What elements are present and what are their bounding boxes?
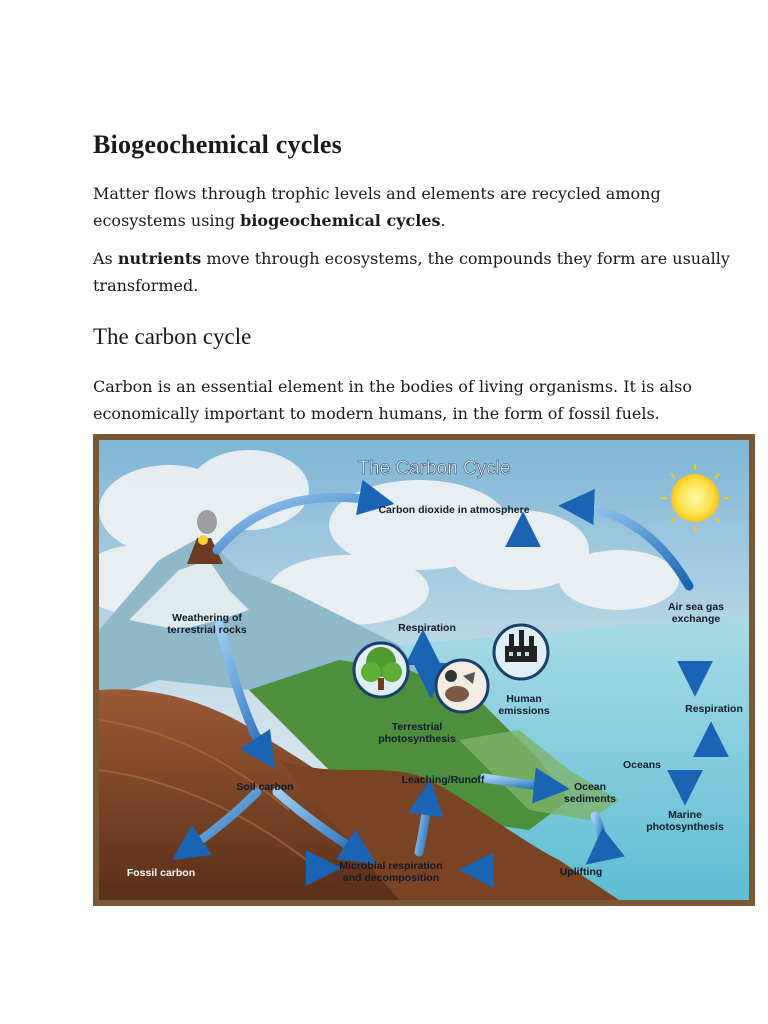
label-respiration-land: Respiration — [398, 622, 456, 634]
label-soil-carbon: Soil carbon — [236, 781, 294, 793]
label-respiration-ocean: Respiration — [685, 703, 743, 715]
intro-text-start: Matter flows through trophic levels and elements are recycled among ecosystems using — [93, 184, 661, 230]
label-weathering-1: Weathering of — [172, 612, 242, 624]
page-title: Biogeochemical cycles — [93, 130, 342, 159]
smoke — [197, 510, 217, 534]
carbon-cycle-diagram — [99, 440, 749, 900]
label-uplifting: Uplifting — [559, 866, 603, 878]
label-marine-2: photosynthesis — [646, 821, 724, 833]
intro-text-end: . — [440, 211, 446, 230]
carbon-cycle-figure — [93, 434, 755, 906]
factory-icon — [494, 625, 548, 679]
label-air-sea-2: exchange — [671, 613, 721, 625]
nutrients-text-end: move through ecosystems, the compounds they form are usually transformed. — [93, 249, 730, 295]
label-co2-atmosphere: Carbon dioxide in atmosphere — [378, 504, 530, 516]
label-fossil-carbon: Fossil carbon — [126, 867, 196, 879]
sun-icon — [671, 474, 719, 522]
animal-icon — [436, 660, 488, 712]
label-ocean-sed-1: Ocean — [573, 781, 607, 793]
term-biogeochemical-cycles: biogeochemical cycles — [240, 211, 441, 230]
label-air-sea-1: Air sea gas — [667, 601, 725, 613]
label-human-1: Human — [506, 693, 542, 705]
intro-paragraph — [93, 180, 733, 234]
label-weathering-2: terrestrial rocks — [167, 624, 247, 636]
figure-title: The Carbon Cycle — [357, 458, 511, 479]
label-microbial-1: Microbial respiration — [339, 860, 443, 872]
label-terrestrial-1: Terrestrial — [391, 721, 443, 733]
term-nutrients: nutrients — [117, 249, 202, 268]
label-leaching: Leaching/Runoff — [401, 774, 485, 786]
nutrients-paragraph — [93, 245, 733, 299]
label-human-2: emissions — [498, 705, 550, 717]
section-heading: The carbon cycle — [93, 324, 252, 349]
lava-icon — [198, 535, 208, 545]
label-microbial-2: and decomposition — [342, 872, 440, 884]
nutrients-text-start: As — [93, 249, 118, 268]
label-ocean-sed-2: sediments — [564, 793, 616, 805]
carbon-paragraph: Carbon is an essential element in the bodies of living organisms. It is also economically important to modern humans, in the form of fossil fuels. — [93, 377, 692, 423]
tree-icon — [354, 643, 408, 697]
label-terrestrial-2: photosynthesis — [378, 733, 456, 745]
label-oceans: Oceans — [623, 759, 661, 771]
label-marine-1: Marine — [668, 809, 702, 821]
